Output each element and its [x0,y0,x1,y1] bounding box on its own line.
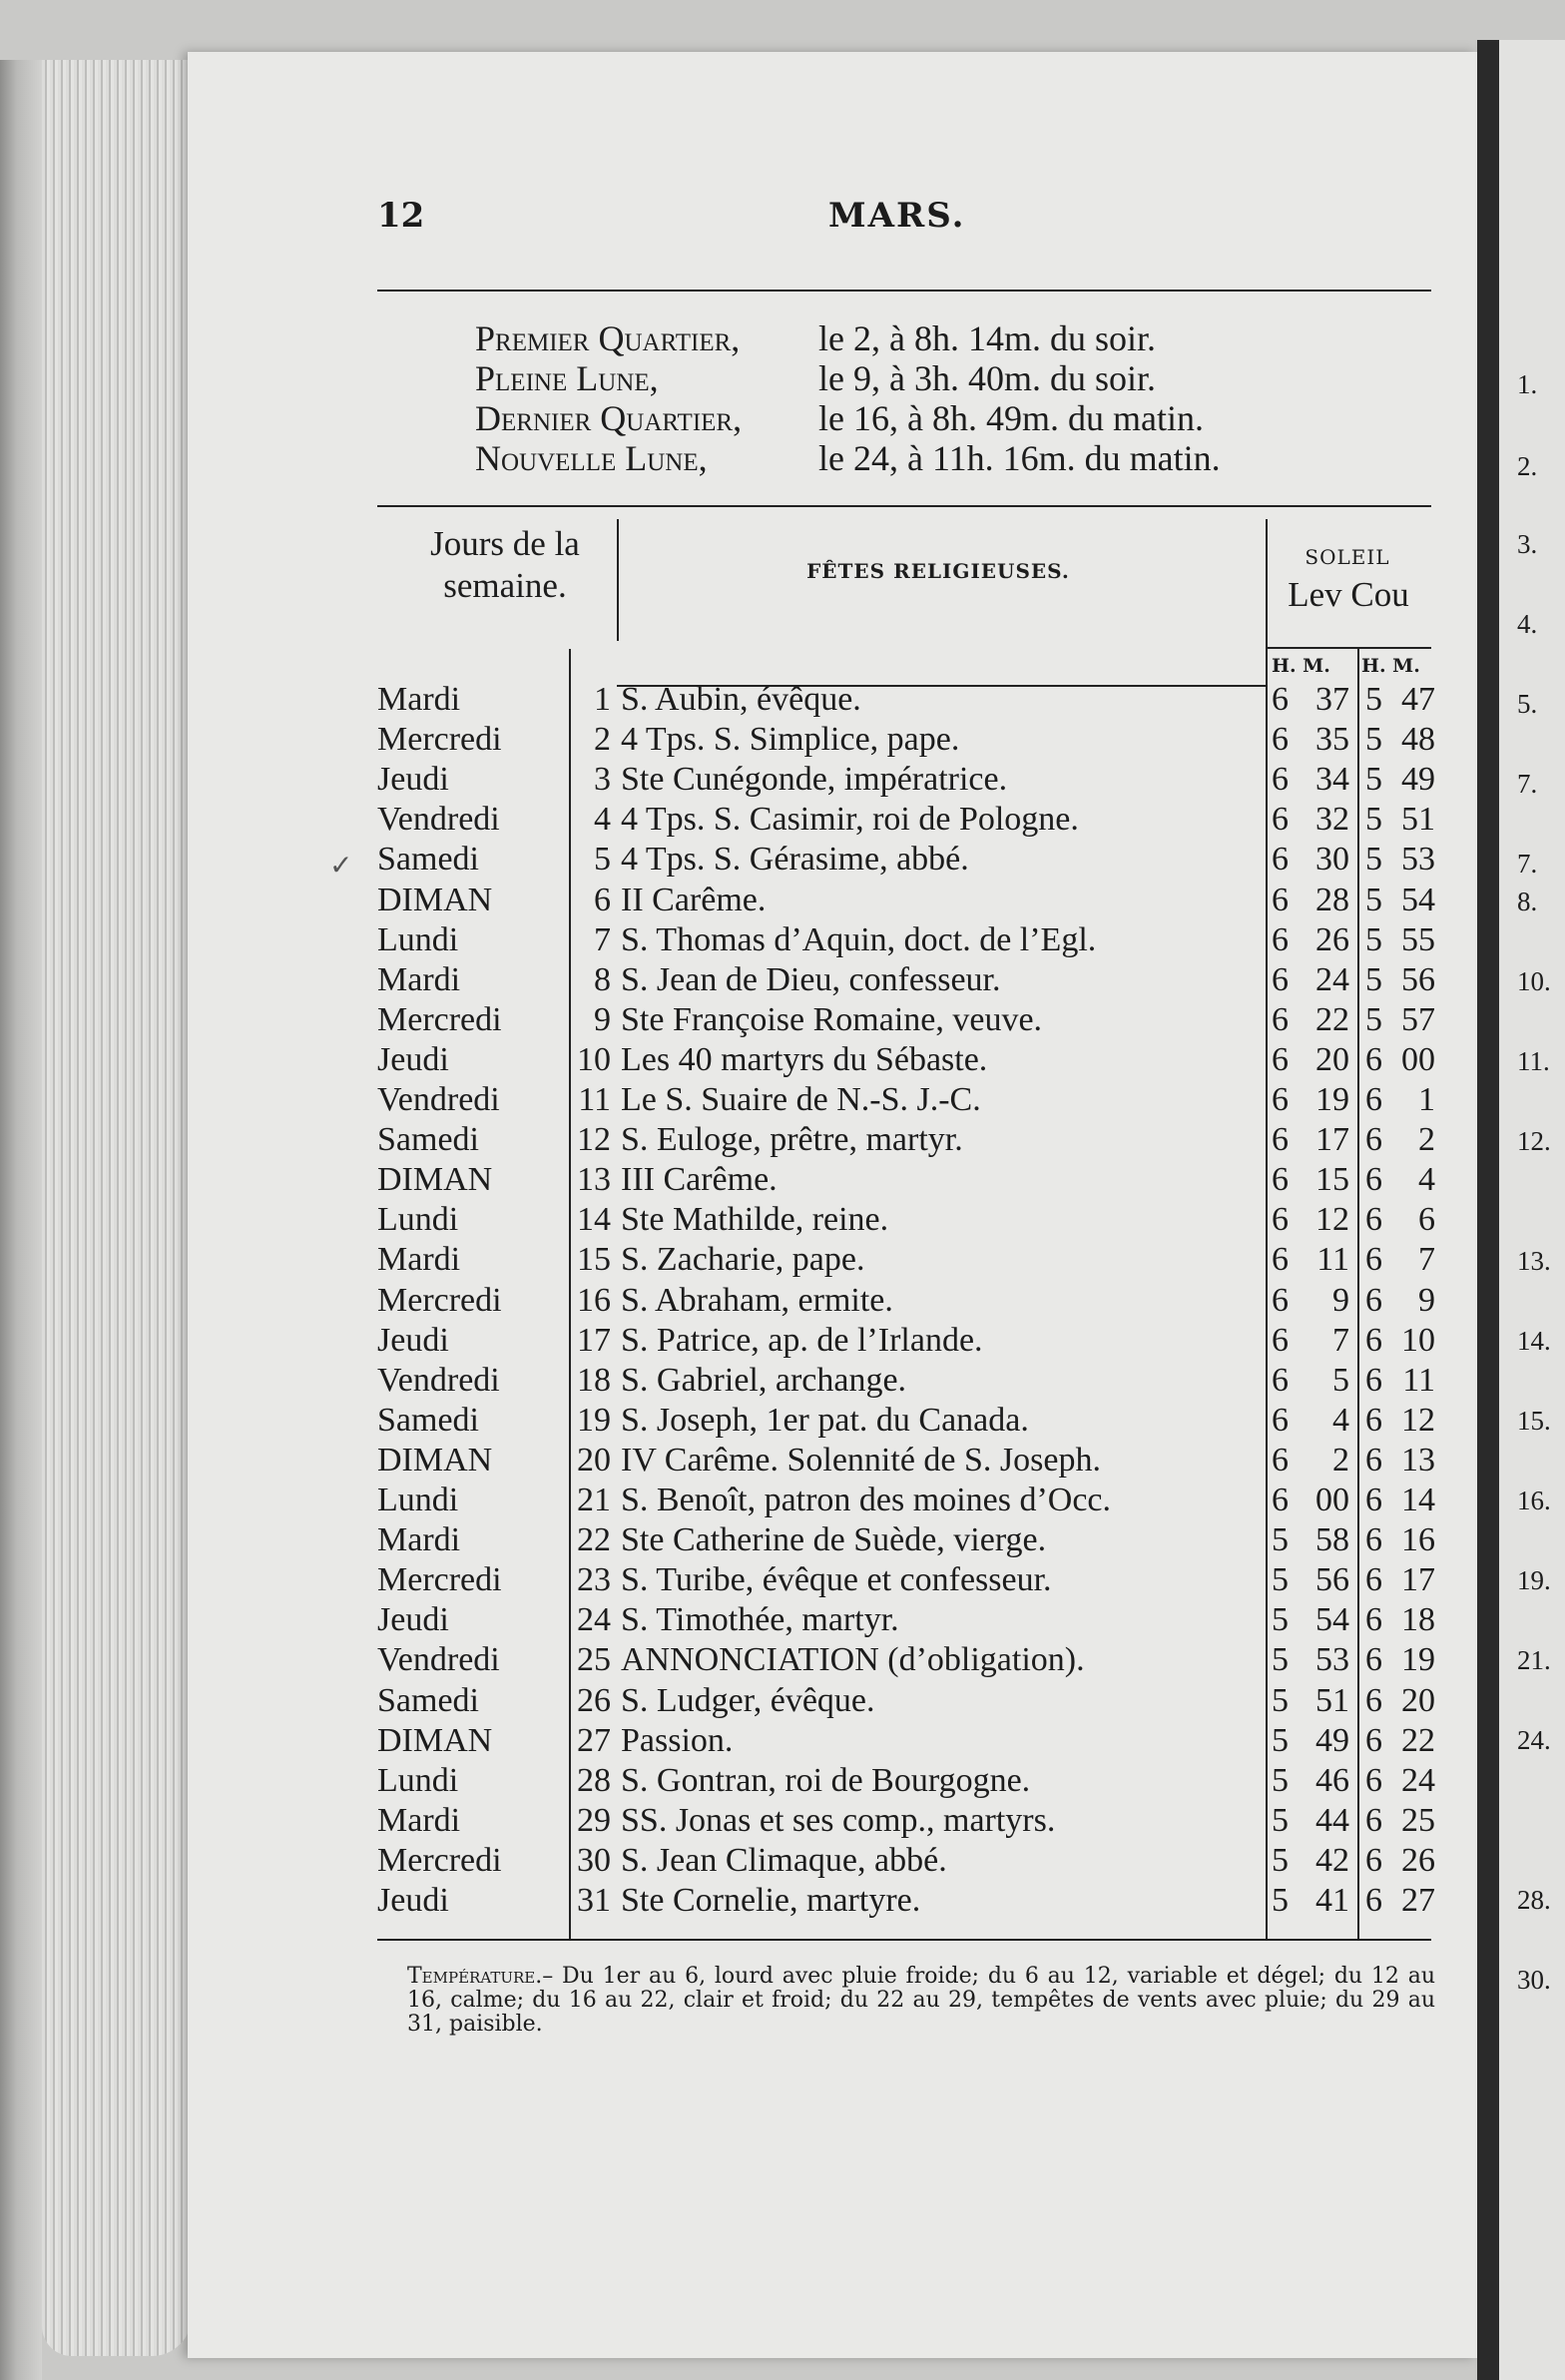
table-row [0,1682,1565,1722]
feast-text: 4 Tps. S. Simplice, pape. [621,721,960,759]
day-number: 4 [594,801,611,839]
table-row [0,961,1565,1001]
sunrise-hour: 6 [1272,681,1289,718]
feast-text: Les 40 martyrs du Sébaste. [621,1040,988,1078]
sunset-minute: 26 [1401,1841,1435,1879]
sunrise-hour: 6 [1272,1361,1289,1399]
sunrise-hour: 5 [1272,1801,1289,1839]
table-row [0,1842,1565,1882]
day-name: Mercredi [377,1561,502,1599]
sunrise-hour: 6 [1272,1040,1289,1078]
sunset-minute: 48 [1401,721,1435,759]
sunrise-hour: 6 [1272,1241,1289,1279]
day-number: 8 [594,960,611,998]
header-lev-cou: Lev Cou [1288,575,1409,614]
next-page-number: 7. [1517,849,1538,879]
table-row [0,1201,1565,1241]
day-number: 11 [578,1081,611,1118]
feast-text: S. Jean Climaque, abbé. [621,1841,947,1879]
feast-text: ANNONCIATION (d’obligation). [621,1641,1085,1679]
table-row [0,721,1565,761]
feast-text: S. Abraham, ermite. [621,1281,893,1319]
day-name: Mardi [377,681,461,718]
next-page-number: 14. [1517,1326,1551,1356]
day-name: Mercredi [377,721,502,759]
sunrise-minute: 53 [1315,1641,1349,1679]
table-row [0,882,1565,921]
sunset-minute: 9 [1418,1281,1435,1319]
temperature-text: – Du 1er au 6, lourd avec pluie froide; du 6 au 12, variable et dégel; du 12 au 16, calme; du 16 au 22, clair et froid; du 22 au 29, tempêtes de vents avec pluie; du 29 au 31, paisible. [407,1964,1435,2037]
sunrise-minute: 46 [1315,1761,1349,1799]
table-row [0,801,1565,841]
sunrise-minute: 22 [1315,1000,1349,1038]
table-row [0,1161,1565,1201]
sunrise-minute: 20 [1315,1040,1349,1078]
table-row [0,1521,1565,1561]
next-page-number: 30. [1517,1965,1551,1995]
day-number: 28 [577,1761,611,1799]
sunset-minute: 10 [1401,1321,1435,1359]
sunrise-minute: 58 [1315,1521,1349,1559]
sunrise-hour: 6 [1272,1000,1289,1038]
feast-text: 4 Tps. S. Casimir, roi de Pologne. [621,801,1079,839]
day-number: 31 [577,1882,611,1919]
phase-value: le 9, à 3h. 40m. du soir. [818,358,1156,398]
feast-text: Ste Cunégonde, impératrice. [621,761,1008,799]
phase-name: Dernier Quartier, [475,398,743,438]
day-number: 25 [577,1641,611,1679]
sunset-hour: 6 [1365,1882,1382,1919]
sunset-minute: 54 [1401,881,1435,918]
feast-text: II Carême. [621,881,767,918]
day-number: 19 [577,1401,611,1439]
sunset-minute: 2 [1418,1121,1435,1159]
day-number: 10 [577,1040,611,1078]
sunrise-minute: 32 [1315,801,1349,839]
sunset-hour: 6 [1365,1761,1382,1799]
day-number: 7 [594,920,611,958]
day-name: Jeudi [377,1601,449,1639]
day-name: Jeudi [377,1321,449,1359]
day-name: Samedi [377,1681,479,1719]
sunrise-hour: 6 [1272,920,1289,958]
sunset-minute: 11 [1402,1361,1435,1399]
next-page-number: 3. [1517,529,1538,559]
table-row [0,1482,1565,1521]
sunset-hour: 6 [1365,1841,1382,1879]
sunset-hour: 5 [1365,721,1382,759]
feast-text: Le S. Suaire de N.-S. J.-C. [621,1081,981,1118]
sunrise-hour: 6 [1272,1441,1289,1479]
sunset-minute: 56 [1401,960,1435,998]
sunrise-hour: 6 [1272,1281,1289,1319]
next-page-number: 5. [1517,689,1538,719]
sunset-hour: 6 [1365,1681,1382,1719]
sunrise-minute: 28 [1315,881,1349,918]
day-name: Mercredi [377,1841,502,1879]
day-name: Mardi [377,960,461,998]
sunrise-minute: 19 [1315,1081,1349,1118]
sunrise-minute: 5 [1332,1361,1349,1399]
sunrise-minute: 12 [1315,1201,1349,1239]
table-row [0,1322,1565,1362]
sunrise-minute: 15 [1315,1161,1349,1199]
sunrise-hour: 5 [1272,1521,1289,1559]
day-number: 12 [577,1121,611,1159]
header-divider [617,519,619,641]
sunset-minute: 7 [1418,1241,1435,1279]
sunset-hour: 5 [1365,1000,1382,1038]
next-page-number: 21. [1517,1645,1551,1675]
day-number: 2 [594,721,611,759]
day-number: 16 [577,1281,611,1319]
sunrise-minute: 51 [1315,1681,1349,1719]
day-name: Samedi [377,1121,479,1159]
day-name: Vendredi [377,801,500,839]
feast-text: Passion. [621,1721,734,1759]
sunset-minute: 51 [1401,801,1435,839]
page-number: 12 [377,196,425,236]
sunset-minute: 00 [1401,1040,1435,1078]
table-row [0,1402,1565,1442]
sunrise-hour: 5 [1272,1601,1289,1639]
sunset-hour: 5 [1365,960,1382,998]
feast-text: S. Patrice, ap. de l’Irlande. [621,1321,983,1359]
sunrise-minute: 34 [1315,761,1349,799]
sunrise-hour: 6 [1272,1482,1289,1518]
sunset-hour: 6 [1365,1281,1382,1319]
table-row [0,1561,1565,1601]
sunset-hour: 5 [1365,801,1382,839]
day-name: Mardi [377,1521,461,1559]
sunset-minute: 57 [1401,1000,1435,1038]
feast-text: Ste Catherine de Suède, vierge. [621,1521,1047,1559]
sunset-hour: 6 [1365,1441,1382,1479]
sunrise-minute: 41 [1315,1882,1349,1919]
sunset-minute: 49 [1401,761,1435,799]
table-row [0,1882,1565,1922]
feast-text: S. Gontran, roi de Bourgogne. [621,1761,1031,1799]
day-number: 21 [577,1482,611,1518]
sunset-minute: 12 [1401,1401,1435,1439]
day-name: Mercredi [377,1000,502,1038]
day-name: Samedi [377,1401,479,1439]
sunset-minute: 13 [1401,1441,1435,1479]
day-name: DIMAN [377,1441,493,1479]
feast-text: IV Carême. Solennité de S. Joseph. [621,1441,1101,1479]
feast-text: S. Euloge, prêtre, martyr. [621,1121,963,1159]
sunrise-minute: 56 [1315,1561,1349,1599]
next-page-number: 2. [1517,451,1538,481]
next-page-number: 4. [1517,609,1538,639]
header-hm-lev: H. M. [1272,655,1330,677]
sunset-hour: 6 [1365,1601,1382,1639]
sunrise-minute: 54 [1315,1601,1349,1639]
feast-text: Ste Françoise Romaine, veuve. [621,1000,1043,1038]
next-page-number: 16. [1517,1486,1551,1515]
table-top-rule [377,505,1431,507]
day-number: 9 [594,1000,611,1038]
day-name: DIMAN [377,881,493,918]
sunrise-hour: 5 [1272,1641,1289,1679]
day-number: 30 [577,1841,611,1879]
sunset-minute: 19 [1401,1641,1435,1679]
day-name: DIMAN [377,1721,493,1759]
phase-value: le 24, à 11h. 16m. du matin. [818,438,1221,478]
sunset-minute: 22 [1401,1721,1435,1759]
sunrise-minute: 00 [1315,1482,1349,1518]
sunset-hour: 6 [1365,1401,1382,1439]
sunset-minute: 18 [1401,1601,1435,1639]
table-row [0,841,1565,881]
day-name: DIMAN [377,1161,493,1199]
sunset-hour: 6 [1365,1321,1382,1359]
day-number: 6 [594,881,611,918]
day-number: 22 [577,1521,611,1559]
sunrise-minute: 26 [1315,920,1349,958]
day-number: 5 [594,841,611,879]
next-page-number: 15. [1517,1406,1551,1436]
day-name: Vendredi [377,1361,500,1399]
sunset-hour: 6 [1365,1081,1382,1118]
feast-text: 4 Tps. S. Gérasime, abbé. [621,841,969,879]
table-row [0,1081,1565,1121]
day-name: Jeudi [377,761,449,799]
day-name: Mardi [377,1241,461,1279]
day-number: 24 [577,1601,611,1639]
next-page-number: 28. [1517,1885,1551,1915]
sunset-minute: 27 [1401,1882,1435,1919]
day-number: 29 [577,1801,611,1839]
sunset-hour: 5 [1365,841,1382,879]
day-number: 23 [577,1561,611,1599]
table-row [0,1362,1565,1402]
margin-mark: ✓ [329,851,353,882]
sunrise-hour: 5 [1272,1561,1289,1599]
sunrise-hour: 6 [1272,1161,1289,1199]
header-fetes: FÊTES RELIGIEUSES. [806,559,1070,583]
sunrise-minute: 4 [1332,1401,1349,1439]
sunset-minute: 6 [1418,1201,1435,1239]
feast-text: Ste Mathilde, reine. [621,1201,889,1239]
sunrise-minute: 17 [1315,1121,1349,1159]
sunrise-minute: 44 [1315,1801,1349,1839]
day-name: Lundi [377,1201,459,1239]
feast-text: Ste Cornelie, martyre. [621,1882,921,1919]
phase-value: le 16, à 8h. 49m. du matin. [818,398,1204,438]
sunset-hour: 6 [1365,1801,1382,1839]
sunrise-hour: 6 [1272,801,1289,839]
sunrise-minute: 35 [1315,721,1349,759]
day-name: Vendredi [377,1081,500,1118]
sunrise-hour: 6 [1272,841,1289,879]
sunrise-hour: 6 [1272,1401,1289,1439]
sunrise-hour: 6 [1272,1081,1289,1118]
next-page-number: 7. [1517,769,1538,799]
next-page-number: 11. [1517,1046,1550,1076]
header-soleil: SOLEIL [1304,545,1390,569]
sunrise-minute: 11 [1316,1241,1349,1279]
table-row [0,1601,1565,1641]
table-bottom-rule [377,1939,1431,1941]
table-row [0,1802,1565,1842]
feast-text: S. Thomas d’Aquin, doct. de l’Egl. [621,920,1097,958]
sunrise-minute: 24 [1315,960,1349,998]
temperature-label: Température. [407,1964,543,1989]
day-name: Lundi [377,1482,459,1518]
table-row [0,681,1565,721]
day-number: 13 [577,1161,611,1199]
sunrise-hour: 6 [1272,761,1289,799]
sunset-minute: 24 [1401,1761,1435,1799]
sunset-hour: 6 [1365,1482,1382,1518]
day-name: Lundi [377,1761,459,1799]
sunrise-minute: 9 [1332,1281,1349,1319]
table-row [0,1241,1565,1281]
day-number: 15 [577,1241,611,1279]
next-page-number: 1. [1517,369,1538,399]
sunrise-minute: 30 [1315,841,1349,879]
sunrise-hour: 5 [1272,1721,1289,1759]
header-hm-cou: H. M. [1361,655,1420,677]
sunrise-hour: 5 [1272,1761,1289,1799]
next-page-number: 10. [1517,966,1551,996]
day-number: 18 [577,1361,611,1399]
table-row [0,1722,1565,1762]
sunrise-hour: 6 [1272,1201,1289,1239]
table-row [0,1282,1565,1322]
phase-value: le 2, à 8h. 14m. du soir. [818,318,1156,358]
day-name: Samedi [377,841,479,879]
table-row [0,1041,1565,1081]
sunrise-hour: 5 [1272,1882,1289,1919]
table-row [0,921,1565,961]
sunset-minute: 25 [1401,1801,1435,1839]
feast-text: S. Turibe, évêque et confesseur. [621,1561,1052,1599]
feast-text: S. Gabriel, archange. [621,1361,907,1399]
next-page-number: 24. [1517,1725,1551,1755]
table-row [0,1641,1565,1681]
feast-text: S. Benoît, patron des moines d’Occ. [621,1482,1112,1518]
sunrise-hour: 6 [1272,1121,1289,1159]
next-page-number: 8. [1517,887,1538,916]
temperature-note [407,1965,1435,2037]
feast-text: S. Jean de Dieu, confesseur. [621,960,1001,998]
sunset-hour: 6 [1365,1161,1382,1199]
table-row [0,761,1565,801]
table-row [0,1121,1565,1161]
sunset-hour: 6 [1365,1040,1382,1078]
sunset-minute: 20 [1401,1681,1435,1719]
next-page-number: 13. [1517,1246,1551,1276]
sunset-minute: 1 [1418,1081,1435,1118]
sunrise-hour: 5 [1272,1841,1289,1879]
top-rule [377,290,1431,292]
sunset-hour: 6 [1365,1641,1382,1679]
sunset-hour: 5 [1365,761,1382,799]
sunrise-hour: 6 [1272,1321,1289,1359]
sunset-hour: 6 [1365,1721,1382,1759]
feast-text: S. Joseph, 1er pat. du Canada. [621,1401,1029,1439]
sunset-hour: 6 [1365,1521,1382,1559]
day-number: 3 [594,761,611,799]
table-row [0,1442,1565,1482]
sunrise-hour: 5 [1272,1681,1289,1719]
feast-text: III Carême. [621,1161,778,1199]
sunset-minute: 4 [1418,1161,1435,1199]
day-name: Mercredi [377,1281,502,1319]
sunrise-minute: 2 [1332,1441,1349,1479]
day-name: Lundi [377,920,459,958]
phase-name: Pleine Lune, [475,358,659,398]
feast-text: SS. Jonas et ses comp., martyrs. [621,1801,1056,1839]
sunset-minute: 17 [1401,1561,1435,1599]
day-number: 14 [577,1201,611,1239]
sunset-minute: 53 [1401,841,1435,879]
day-name: Mardi [377,1801,461,1839]
day-number: 17 [577,1321,611,1359]
day-number: 1 [594,681,611,718]
day-name: Jeudi [377,1882,449,1919]
next-page-number: 12. [1517,1126,1551,1156]
sunrise-hour: 6 [1272,960,1289,998]
sunset-hour: 5 [1365,881,1382,918]
day-name: Vendredi [377,1641,500,1679]
feast-text: S. Zacharie, pape. [621,1241,865,1279]
soleil-header-rule [1266,647,1431,649]
sunset-hour: 6 [1365,1361,1382,1399]
sunset-minute: 47 [1401,681,1435,718]
feast-text: S. Aubin, évêque. [621,681,861,718]
next-page-number: 19. [1517,1565,1551,1595]
sunset-minute: 14 [1401,1482,1435,1518]
sunrise-minute: 42 [1315,1841,1349,1879]
sunset-hour: 6 [1365,1121,1382,1159]
sunset-hour: 5 [1365,920,1382,958]
sunset-minute: 16 [1401,1521,1435,1559]
day-name: Jeudi [377,1040,449,1078]
table-row [0,1001,1565,1041]
sunrise-hour: 6 [1272,881,1289,918]
sunrise-minute: 49 [1315,1721,1349,1759]
day-number: 26 [577,1681,611,1719]
sunrise-minute: 7 [1332,1321,1349,1359]
header-jours: Jours de la semaine. [430,524,580,605]
sunrise-hour: 6 [1272,721,1289,759]
sunrise-minute: 37 [1315,681,1349,718]
page-title: MARS. [828,196,966,236]
phase-name: Premier Quartier, [475,318,741,358]
day-number: 20 [577,1441,611,1479]
sunset-hour: 5 [1365,681,1382,718]
feast-text: S. Ludger, évêque. [621,1681,875,1719]
phase-name: Nouvelle Lune, [475,438,708,478]
sunset-minute: 55 [1401,920,1435,958]
day-number: 27 [577,1721,611,1759]
table-row [0,1762,1565,1802]
sunset-hour: 6 [1365,1201,1382,1239]
feast-text: S. Timothée, martyr. [621,1601,899,1639]
sunset-hour: 6 [1365,1241,1382,1279]
sunset-hour: 6 [1365,1561,1382,1599]
